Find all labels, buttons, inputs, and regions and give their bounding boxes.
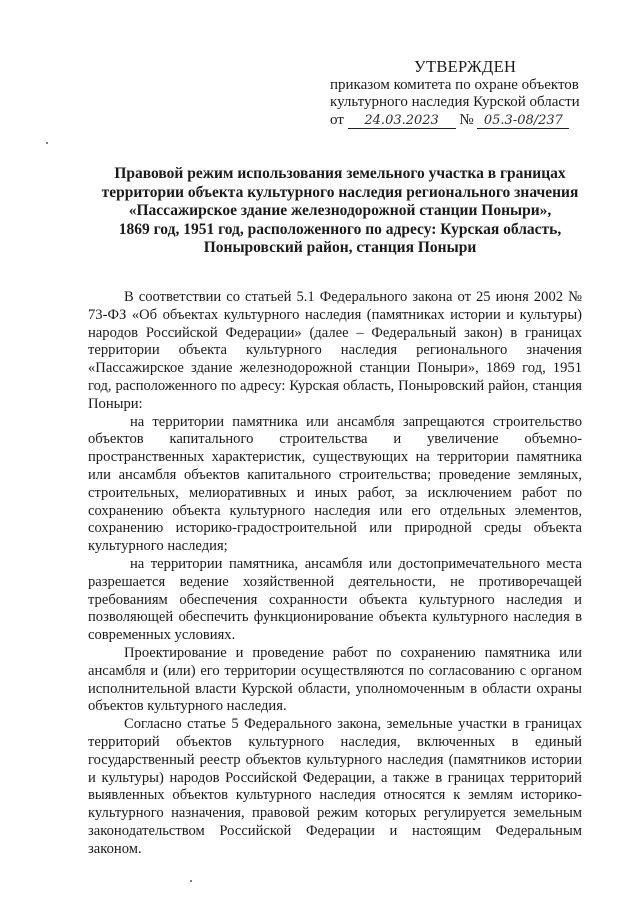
title-line-2: территории объекта культурного наследия регионального значения [101,183,579,201]
paragraph-prohibitions: на территории памятника или ансамбля запрещаются строительство объектов капитального строительства и увеличение объемно-пространственных характеристик, существующих на территории памятника или ансамбля объектов капитального строительства; проведение земляных, строительных, мелиоративных и иных работ, за исключением работ по сохранению объекта культурного наследия или его отдельных элементов, сохранению историко-градостроительной или природной среды объекта культурного наследия; [88,413,582,555]
scan-speck [190,880,192,882]
paragraph-design-works: Проектирование и проведение работ по сохранению памятника или ансамбля и (или) его территории осуществляются по согласованию с органом исполнительной власти Курской области, уполномоченным в области охраны объектов культурного наследия. [88,644,582,715]
title-line-5: Поныровский район, станция Поныри [203,239,477,256]
paragraph-land-category: Согласно статье 5 Федерального закона, земельные участки в границах территорий объектов культурного наследия, включенных в единый государственный реестр объектов культурного наследия (памятников истории и культуры) народов Российской Федерации, а также в границах территорий выявленных объектов культурного наследия относятся к землям историко-культурного назначения, правовой режим которых регулируется земельным законодательством Российской Федерации и настоящим Федеральным законом. [88,716,582,857]
document-body [88,289,582,859]
approval-date-number [330,112,620,129]
handwritten-date: 24.03.2023 [348,113,456,129]
document-title [60,165,620,258]
title-line-1: Правовой режим использования земельного участка в границах [114,165,566,182]
approval-line-2: культурного наследия Курской области [330,94,580,110]
paragraph-intro: В соответствии со статьей 5.1 Федерального закона от 25 июня 2002 № 73-ФЗ «Об объектах культурного наследия (памятниках истории и культуры) народов Российской Федерации» (далее – Федеральный закон) в границах территории объекта культурного наследия регионального значения «Пассажирское здание железнодорожной станции Поныри», 1869 год, 1951 год, расположенного по адресу: Курская область, Поныровский район, станция Поныри: [88,289,582,412]
paragraph-permissions: на территории памятника, ансамбля или достопримечательного места разрешается ведение хозяйственной деятельности, не противоречащей требованиям обеспечения сохранности объекта культурного наследия и позволяющей обеспечить функционирование объекта культурного наследия в современных условиях. [88,555,582,644]
approval-heading: УТВЕРЖДЕН [414,57,517,76]
handwritten-number: 05.3-08/237 [477,113,569,129]
number-prefix: № [459,112,474,128]
title-line-3: «Пассажирское здание железнодорожной станции Поныри», [128,202,552,219]
date-prefix: от [330,112,344,128]
approval-line-1: приказом комитета по охране объектов [330,77,579,93]
scan-speck [46,142,48,144]
approval-block [330,58,620,129]
title-line-4: 1869 год, 1951 год, расположенного по адресу: Курская область, [118,220,562,238]
